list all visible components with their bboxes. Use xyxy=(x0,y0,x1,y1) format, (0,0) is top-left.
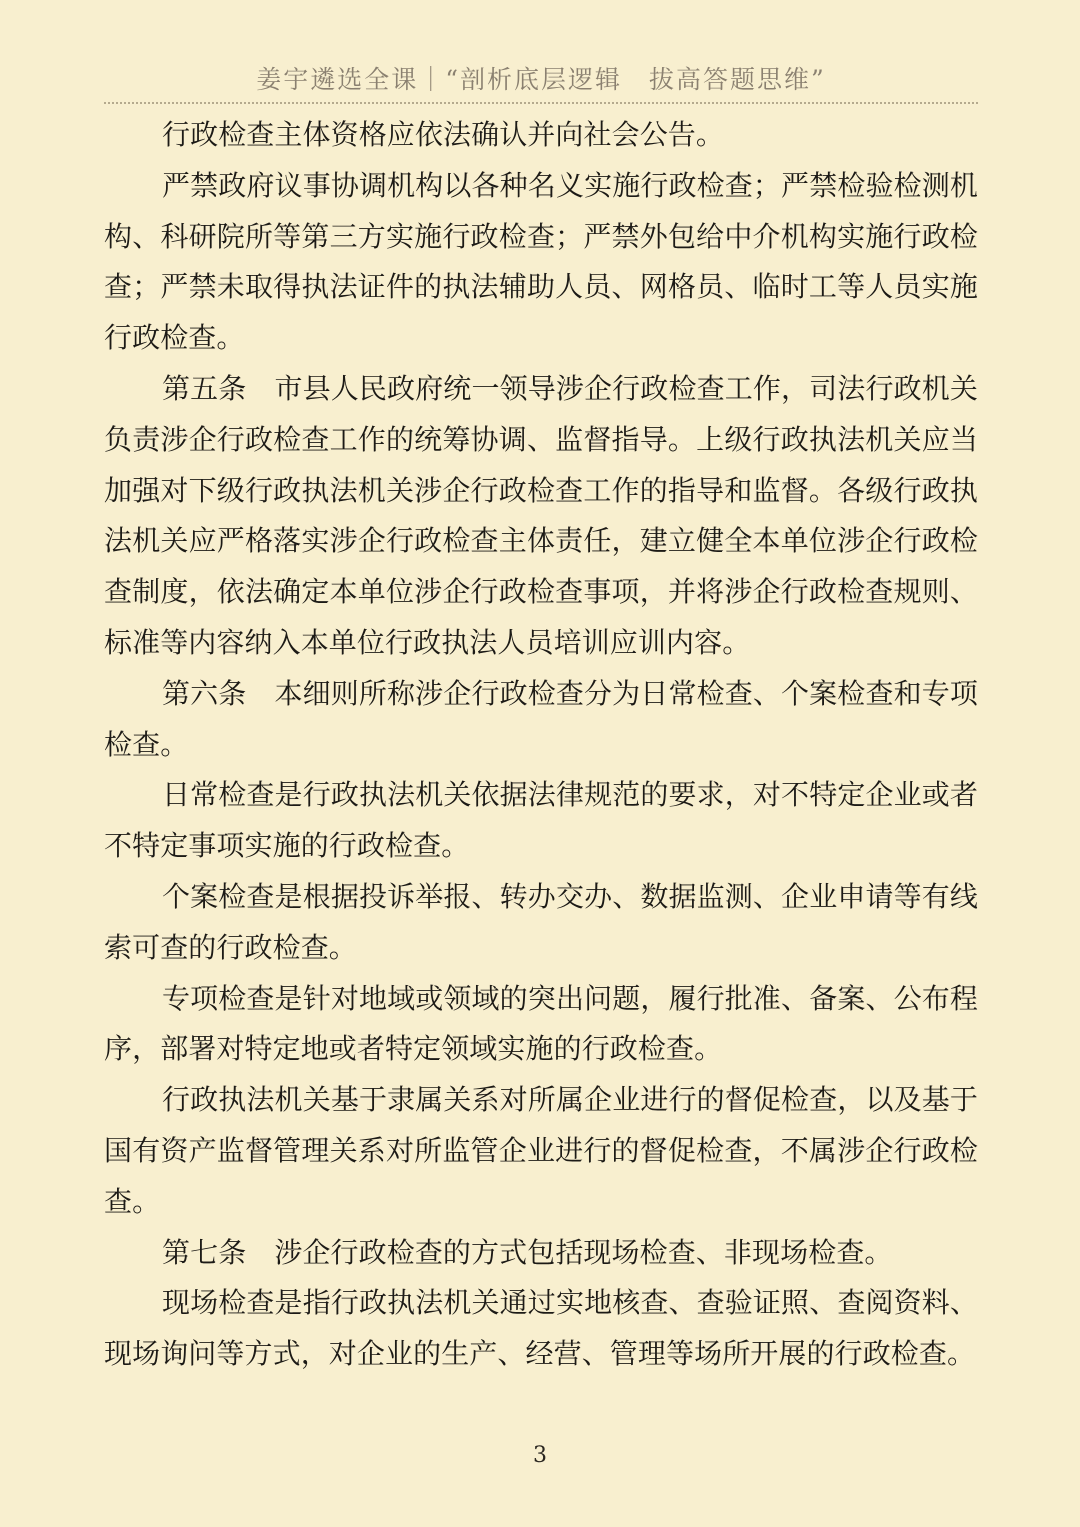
paragraph xyxy=(104,974,978,1076)
article-number: 第六条 xyxy=(162,676,247,710)
paragraph-text: 行政检查主体资格应依法确认并向社会公告。 xyxy=(162,118,725,151)
page-number: 3 xyxy=(533,1443,547,1468)
header-divider xyxy=(104,102,978,104)
paragraph-text: 日常检查是行政执法机关依据法律规范的要求，对不特定企业或者不特定事项实施的行政检查。 xyxy=(104,778,978,863)
article-5 xyxy=(104,364,978,669)
paragraph-text: 现场检查是指行政执法机关通过实地核查、查验证照、查阅资料、现场询问等方式，对企业的生产、经营、管理等场所开展的行政检查。 xyxy=(104,1286,978,1371)
paragraph-text: 个案检查是根据投诉举报、转办交办、数据监测、企业申请等有线索可查的行政检查。 xyxy=(104,879,978,964)
article-number: 第五条 xyxy=(162,371,247,405)
article-number: 第七条 xyxy=(162,1235,247,1269)
paragraph-text: 严禁政府议事协调机构以各种名义实施行政检查；严禁检验检测机构、科研院所等第三方实施行政检查；严禁外包给中介机构实施行政检查；严禁未取得执法证件的执法辅助人员、网格员、临时工等人员实施行政检查。 xyxy=(104,168,978,355)
paragraph-text: 专项检查是针对地域或领域的突出问题，履行批准、备案、公布程序，部署对特定地或者特定领域实施的行政检查。 xyxy=(104,981,978,1066)
paragraph-text: 市县人民政府统一领导涉企行政检查工作，司法行政机关负责涉企行政检查工作的统筹协调、监督指导。上级行政执法机关应当加强对下级行政执法机关涉企行政检查工作的指导和监督。各级行政执法机关应严格落实涉企行政检查主体责任，建立健全本单位涉企行政检查制度，依法确定本单位涉企行政检查事项，并将涉企行政检查规则、标准等内容纳入本单位行政执法人员培训应训内容。 xyxy=(104,371,978,659)
paragraph-text: 涉企行政检查的方式包括现场检查、非现场检查。 xyxy=(274,1235,893,1269)
paragraph xyxy=(104,110,978,161)
paragraph-text: 行政执法机关基于隶属关系对所属企业进行的督促检查，以及基于国有资产监督管理关系对所监管企业进行的督促检查，不属涉企行政检查。 xyxy=(104,1083,978,1218)
paragraph xyxy=(104,770,978,872)
document-body xyxy=(104,110,978,1380)
paragraph-text: 本细则所称涉企行政检查分为日常检查、个案检查和专项检查。 xyxy=(104,676,978,761)
paragraph xyxy=(104,1075,978,1227)
paragraph xyxy=(104,161,978,364)
paragraph xyxy=(104,872,978,974)
paragraph xyxy=(104,1278,978,1380)
article-6 xyxy=(104,669,978,771)
article-7 xyxy=(104,1228,978,1279)
page-header: 姜宇遴选全课｜“剖析底层逻辑 拔高答题思维” xyxy=(256,65,826,94)
